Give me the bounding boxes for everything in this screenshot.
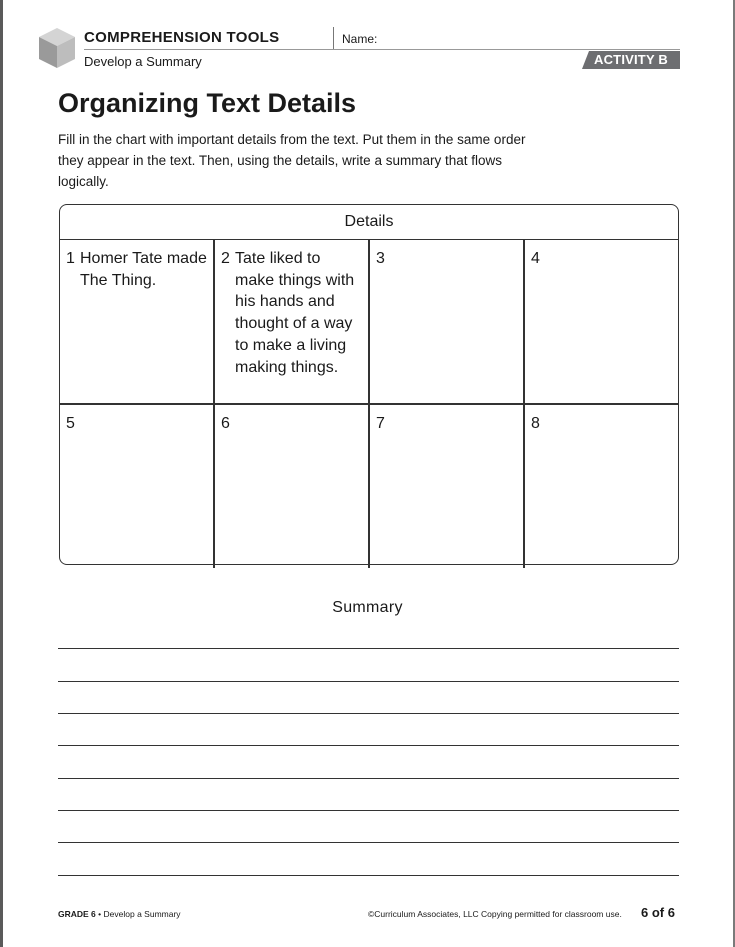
footer-bullet: • [98,909,102,919]
detail-number: 7 [376,415,385,432]
cube-icon [38,27,76,69]
footer-copyright: ©Curriculum Associates, LLC Copying permitted for classroom use. [368,909,622,919]
summary-writing-line[interactable] [58,648,679,649]
chart-grid [60,240,678,564]
detail-number: 4 [531,250,540,267]
summary-writing-line[interactable] [58,713,679,714]
name-field-label: Name: [342,32,378,46]
summary-heading: Summary [332,599,403,616]
header-divider [333,27,334,49]
summary-writing-line[interactable] [58,842,679,843]
detail-cell-4[interactable] [525,240,678,403]
detail-cell-1[interactable] [60,240,213,403]
header-rule [84,49,680,50]
detail-text: Homer Tate made The Thing. [80,250,207,289]
detail-cell-7[interactable] [370,405,523,564]
detail-number: 8 [531,415,540,432]
detail-cell-3[interactable] [370,240,523,403]
activity-badge-label: ACTIVITY B [594,52,668,67]
summary-writing-line[interactable] [58,875,679,876]
details-chart [59,204,679,565]
footer-grade [58,909,181,919]
detail-number: 6 [221,415,230,432]
footer-lesson: Develop a Summary [103,909,181,919]
instructions: Fill in the chart with important details from the text. Put them in the same order they appear in the text. Then, using the details, write a summary that flows logically. [58,132,526,189]
summary-writing-line[interactable] [58,681,679,682]
detail-number: 2 [221,250,230,267]
activity-badge [582,51,680,69]
footer-grade-label: GRADE 6 [58,909,96,919]
detail-text: Tate liked to make things with his hands and thought of a way to make a living making things. [235,250,355,376]
page-title: Organizing Text Details [58,88,357,118]
page-number: 6 of 6 [641,905,675,920]
detail-cell-8[interactable] [525,405,678,564]
detail-cell-2[interactable] [215,240,368,403]
detail-number: 1 [66,250,75,267]
chart-heading: Details [60,205,678,240]
detail-cell-6[interactable] [215,405,368,564]
summary-writing-line[interactable] [58,810,679,811]
section-title: COMPREHENSION TOOLS [84,29,280,46]
detail-cell-5[interactable] [60,405,213,564]
detail-number: 5 [66,415,75,432]
summary-writing-line[interactable] [58,745,679,746]
detail-number: 3 [376,250,385,267]
page-left-edge [0,0,3,947]
section-subtitle: Develop a Summary [84,54,202,69]
summary-writing-line[interactable] [58,778,679,779]
